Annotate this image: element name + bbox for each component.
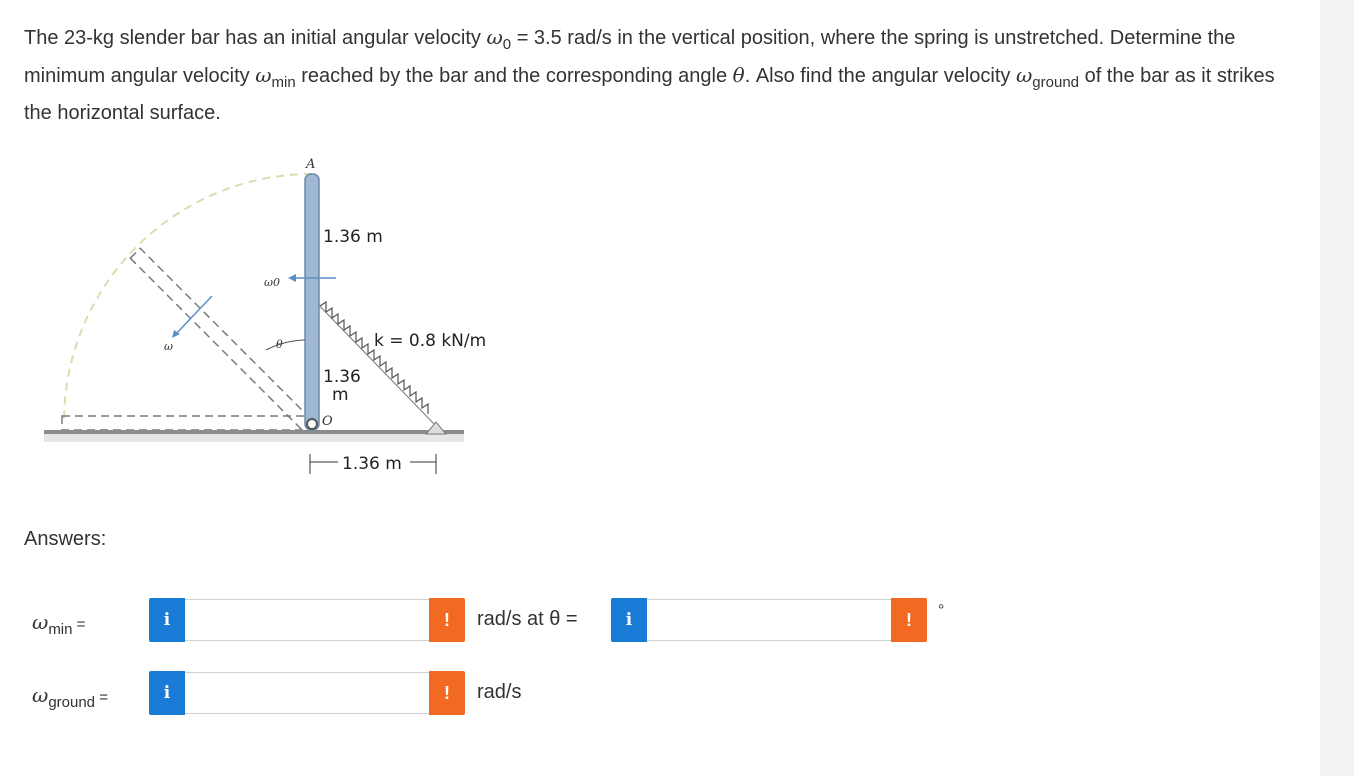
warning-icon[interactable]: ! — [429, 598, 465, 642]
label-theta: θ — [276, 338, 283, 351]
omega-ground-unit: rad/s — [477, 681, 522, 703]
omega-ground-label: $\omega_{ground}$ = — [32, 683, 108, 711]
warning-icon[interactable]: ! — [891, 598, 927, 642]
label-omega: ω — [164, 340, 173, 353]
degree-unit: ° — [938, 602, 945, 619]
ground-line — [44, 430, 464, 434]
warning-icon[interactable]: ! — [429, 671, 465, 715]
answers-heading: Answers: — [24, 528, 107, 550]
omega0-arrowhead — [288, 274, 296, 282]
answer-row-omega-ground — [0, 671, 1000, 717]
bar-ground-position — [62, 416, 312, 430]
dim-bar-length: 1.36 m — [323, 227, 383, 247]
info-icon[interactable]: i — [611, 598, 647, 642]
label-omega0: ω0 — [264, 276, 280, 289]
vertical-bar — [305, 174, 319, 430]
omega-min-label: $\omega_{min}$ = — [32, 610, 86, 638]
answer-row-omega-min — [0, 598, 1000, 644]
spring-axis — [312, 298, 436, 426]
theta-arc — [266, 340, 305, 350]
problem-figure — [40, 150, 520, 490]
dim-base: 1.36 m — [342, 454, 402, 474]
right-gutter — [1320, 0, 1354, 776]
ground-hatch — [44, 434, 464, 442]
omega-min-input[interactable] — [185, 599, 429, 641]
figure-svg — [40, 150, 520, 490]
dim-spring-height-1: 1.36 — [323, 367, 361, 387]
dim-spring-height-2: m — [332, 385, 349, 405]
info-icon[interactable]: i — [149, 671, 185, 715]
pivot-o — [307, 419, 317, 429]
label-o: O — [322, 414, 333, 429]
spring-constant-label: k = 0.8 kN/m — [374, 331, 487, 351]
omega-arrow — [174, 296, 212, 336]
omega-min-unit: rad/s at θ = — [477, 608, 578, 630]
problem-statement: The 23-kg slender bar has an initial angular velocity $\omega_0 = 3.5$ rad/s in the vertical position, where the spring is unstretched. Determine the minimum angular velocity $\omega_{min}$ reached by the bar and the corresponding angle θ. Also find the angular velocity $\omega_{ground}$ of the bar as it strikes the horizontal surface. — [24, 25, 1275, 124]
arc-path — [64, 174, 312, 422]
label-a: A — [306, 157, 316, 172]
info-icon[interactable]: i — [149, 598, 185, 642]
theta-input[interactable] — [647, 599, 891, 641]
omega-ground-input[interactable] — [185, 672, 429, 714]
spring-anchor — [426, 422, 446, 434]
